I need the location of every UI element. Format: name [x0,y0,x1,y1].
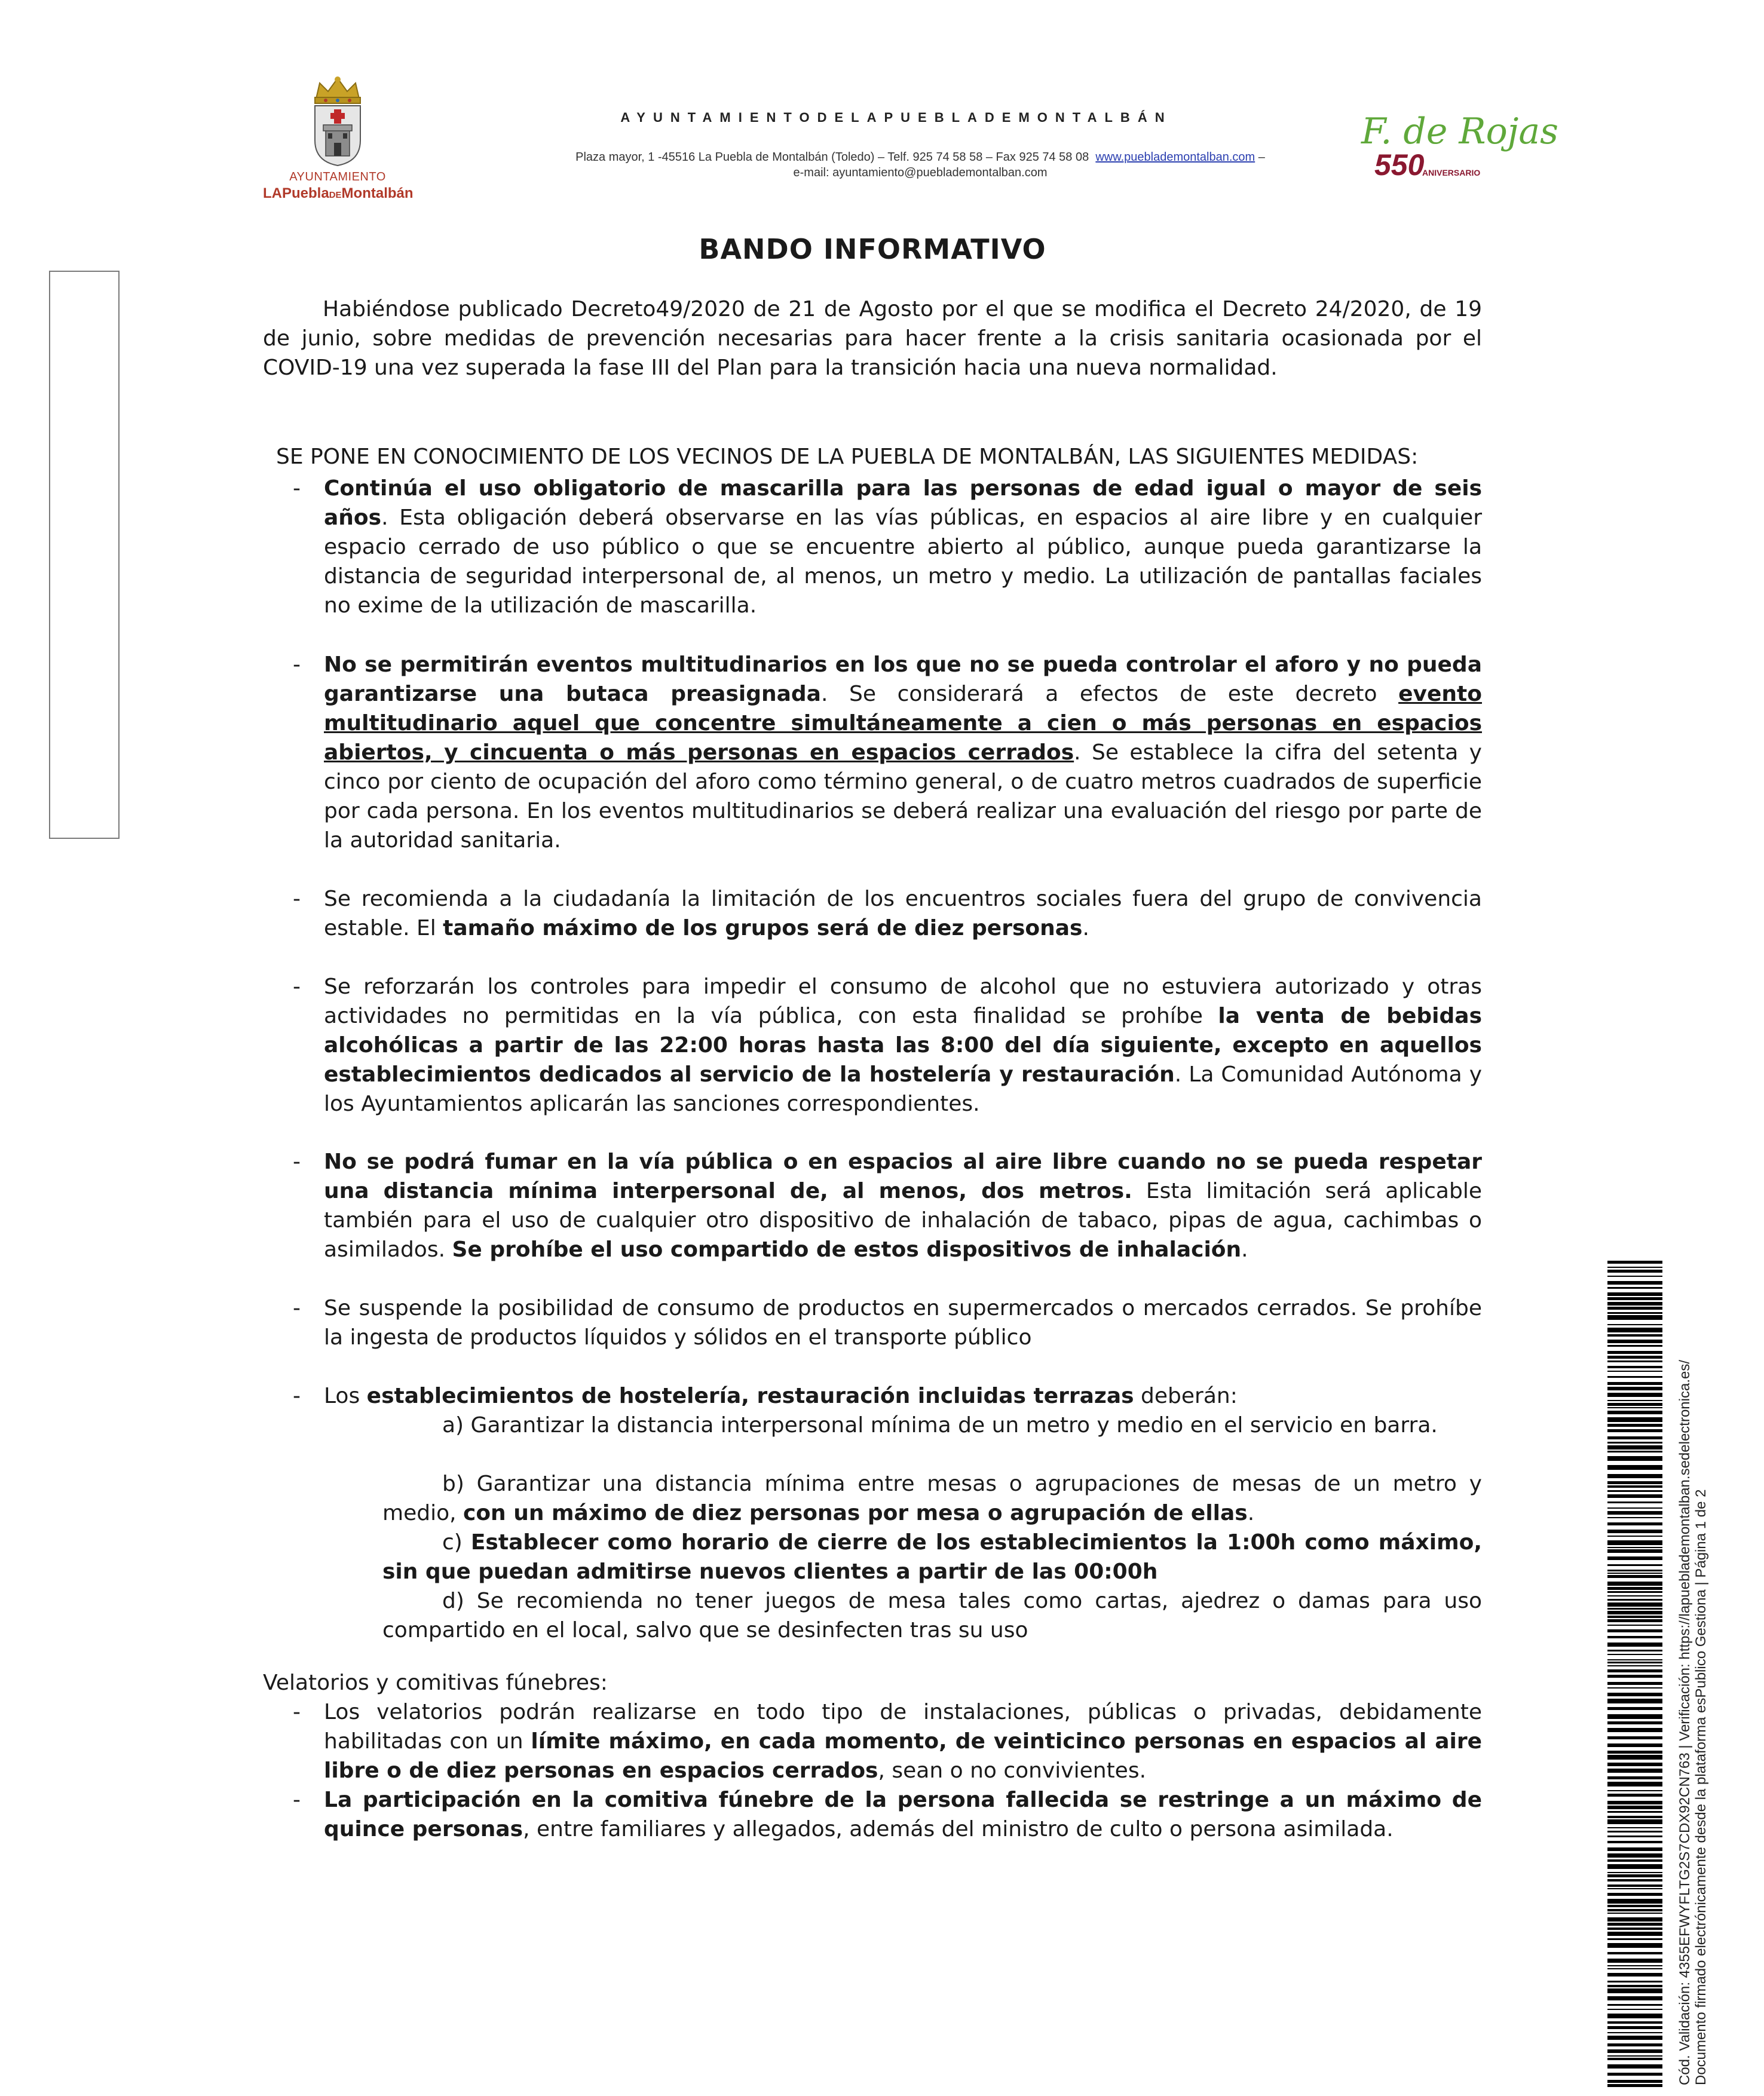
barcode-stripe [1607,1387,1662,1390]
barcode-stripe [1607,1932,1662,1936]
barcode-stripe [1607,2009,1662,2010]
barcode-stripe [1607,1965,1662,1966]
barcode-stripe [1607,1917,1662,1922]
barcode-stripe [1607,1270,1662,1273]
hospitality-bold-text: establecimientos de hostelería, restauración incluidas terrazas [366,1384,1134,1408]
barcode-stripe [1607,1682,1662,1685]
measure-item-smoking [263,1147,1482,1264]
barcode-stripe [1607,1899,1662,1904]
barcode-stripe [1607,1819,1662,1824]
barcode-stripe [1607,1811,1662,1813]
email-text: e-mail: ayuntamiento@pueblademontalban.com [793,166,1048,179]
barcode-stripe [1607,1665,1662,1666]
subitem-b-bold-text: con un máximo de diez personas por mesa o agrupación de ellas [463,1501,1248,1525]
barcode-stripe [1607,1261,1662,1264]
barcode-stripe [1607,1312,1662,1314]
barcode-stripe [1607,1763,1662,1766]
intro-paragraph: Habiéndose publicado Decreto49/2020 de 21 de Agosto por el que se modifica el Decreto 24/2020, de 19 de junio, sobre medidas de prevención necesarias para hacer frente a la crisis sanitaria ocasionada por el COVID-19 una vez superada la fase III del Plan para la transición hacia una nueva normalidad. [263,297,1482,380]
barcode-stripe [1607,1436,1662,1439]
barcode-stripe [1607,1699,1662,1703]
barcode-stripe [1607,1776,1662,1779]
barcode-stripe [1607,1693,1662,1696]
hospitality-subitem-a: a) Garantizar la distancia interpersonal mínima de un metro y medio en el servicio en barra. [442,1413,1438,1438]
bullet-dash: - [293,476,301,501]
barcode-stripe [1607,1816,1662,1818]
bullet-dash: - [293,975,301,999]
barcode-stripe [1607,1481,1662,1484]
barcode-stripe [1607,2026,1662,2029]
barcode-stripe [1607,1629,1662,1632]
barcode-stripe [1607,1602,1662,1607]
bullet-dash: - [293,652,301,677]
crest-caption-la: LA [263,185,282,201]
barcode-stripe [1607,1714,1662,1719]
organization-name: AYUNTAMIENTODELAPUEBLADEMONTALBÁN [620,110,1172,125]
subitem-b-text: b) Garantizar una distancia mínima entre mesas o agrupaciones de mesas de un metro y medio, [382,1472,1482,1525]
barcode-stripe [1607,1675,1662,1678]
barcode-stripe [1607,1501,1662,1503]
barcode-stripe [1607,1549,1662,1553]
barcode-stripe [1607,1662,1662,1663]
wakes-bold-text: límite máximo, en cada momento, de veinticinco personas en espacios al aire libre o de diez personas en espacios cerrados [324,1729,1482,1783]
barcode-stripe [1607,1888,1662,1889]
barcode-stripe [1607,1360,1662,1362]
barcode-stripe [1607,1659,1662,1660]
barcode-stripe [1607,2036,1662,2040]
smoking-text: Esta limitación será aplicable también para el uso de cualquier otro dispositivo de inhalación de tabaco, pipas de agua, cachimbas o asimilados. [324,1179,1482,1262]
barcode-stripe [1607,1654,1662,1655]
barcode-stripe [1607,1570,1662,1571]
barcode-stripe [1607,1782,1662,1786]
groups-text: Se recomienda a la ciudadanía la limitación de los encuentros sociales fuera del grupo de convivencia estable. El [324,887,1482,940]
bullet-dash: - [293,1296,301,1320]
hospitality-text: Los [324,1384,367,1408]
barcode-stripe [1607,1494,1662,1498]
barcode-stripe [1607,1643,1662,1647]
barcode-stripe [1607,1827,1662,1828]
events-text: . Se establece la cifra del setenta y cinco por ciento de ocupación del aforo como término general, o de cuatro metros cuadrados de superficie por cada persona. En los eventos multitudinarios se deberá realizar una evaluación del riesgo por parte de la autoridad sanitaria. [324,740,1482,853]
measure-item-supermarkets [263,1294,1482,1352]
organization-contact [526,149,1315,180]
funerals-item-wakes [263,1697,1482,1785]
barcode-stripe [1607,1417,1662,1422]
barcode-stripe [1607,2004,1662,2006]
measure-item-mask [263,474,1482,620]
barcode-stripe [1607,1981,1662,1982]
crest-caption-de: DE [329,190,342,200]
address-separator: – [1255,151,1265,164]
barcode-stripe [1607,1315,1662,1320]
measure-item-events [263,650,1482,855]
barcode-stripe [1607,1366,1662,1368]
barcode-stripe [1607,1302,1662,1306]
barcode-stripe [1607,1429,1662,1432]
measure-item-groups [263,884,1482,943]
validation-code-line: Cód. Validación: 4355EFWYFLTG2S7CDX92CN763 | Verificación: https://lapueblademontalban.sedelectronica.es/ [1677,1359,1693,2085]
barcode-stripe [1607,1636,1662,1638]
barcode-stripe [1607,1564,1662,1566]
barcode-stripe [1607,1893,1662,1896]
barcode-stripe [1607,1511,1662,1515]
barcode-stripe [1607,1287,1662,1289]
barcode-stripe [1607,1874,1662,1877]
barcode-stripe [1607,1988,1662,1993]
barcode-stripe [1607,1587,1662,1590]
barcode-stripe [1607,1267,1662,1268]
barcode-stripe [1607,1573,1662,1574]
events-definition-text: evento multitudinario aquel que concentre simultáneamente a cien o más personas en espacios abiertos, y cincuenta o más personas en espacios cerrados [324,682,1482,765]
barcode-stripe [1607,1743,1662,1747]
barcode-stripe [1607,1625,1662,1626]
validation-platform-line: Documento firmado electrónicamente desde la plataforma esPublico Gestiona | Página 1 de 2 [1693,1489,1709,2085]
barcode-stripe [1607,1474,1662,1478]
barcode-stripe [1607,2014,1662,2018]
barcode-stripe [1607,1276,1662,1277]
mask-text: . Esta obligación deberá observarse en las vías públicas, en espacios al aire libre y en cualquier espacio cerrado de uso público o que se encuentre abierto al público, aunque pueda garantizarse la distancia de seguridad interpersonal de, al menos, un metro y medio. La utilización de pantallas faciales no exime de la utilización de mascarilla. [324,505,1482,618]
barcode-stripe [1607,1547,1662,1548]
barcode-stripe [1607,1619,1662,1622]
barcode-stripe [1607,1806,1662,1809]
crest-caption-bottom [263,185,412,202]
barcode-stripe [1607,1393,1662,1397]
barcode-stripe [1607,1736,1662,1739]
supermarkets-text: Se suspende la posibilidad de consumo de productos en supermercados o mercados cerrados. Se prohíbe la ingesta de productos líquidos y sólidos en el transporte público [324,1296,1482,1350]
barcode-stripe [1607,1616,1662,1618]
barcode-stripe [1607,1382,1662,1385]
funerals-item-procession [263,1785,1482,1844]
barcode-stripe [1607,1835,1662,1837]
barcode-stripe [1607,2032,1662,2033]
groups-end: . [1082,916,1089,940]
barcode-stripe [1607,1973,1662,1977]
procession-end: , entre familiares y allegados, además del ministro de culto o persona asimilada. [523,1817,1394,1841]
barcode-stripe [1607,1968,1662,1969]
hospitality-subitem-b [382,1469,1482,1528]
barcode-stripe [1607,1943,1662,1948]
barcode-stripe [1607,1687,1662,1689]
crest-caption-top: AYUNTAMIENTO [289,170,386,183]
barcode-stripe [1607,1281,1662,1285]
barcode-stripe [1607,2064,1662,2069]
address-text: Plaza mayor, 1 -45516 La Puebla de Montalbán (Toledo) – Telf. 925 74 58 58 – Fax 925 74 58 08 [575,151,1089,164]
barcode-stripe [1607,1923,1662,1926]
barcode-stripe [1607,1451,1662,1453]
barcode-stripe [1607,1356,1662,1359]
barcode-stripe [1607,1913,1662,1914]
barcode-stripe [1607,1297,1662,1300]
page-title: BANDO INFORMATIVO [699,233,1046,265]
bullet-dash: - [293,1700,301,1724]
barcode-stripe [1607,1490,1662,1492]
bullet-dash: - [293,887,301,911]
hospitality-subitem-c [382,1528,1482,1586]
subitem-c-label: c) [442,1530,471,1555]
procession-bold-text: La participación en la comitiva fúnebre de la persona fallecida se restringe a un máximo de quince personas [324,1788,1482,1841]
barcode-stripe [1607,1424,1662,1427]
barcode-stripe [1607,1530,1662,1533]
barcode-stripe [1607,1721,1662,1724]
measure-item-alcohol [263,972,1482,1119]
barcode-stripe [1607,1608,1662,1610]
crest-caption-puebla: Puebla [282,185,329,201]
anniversary-logo [1355,111,1558,185]
hospitality-subitem-d: d) Se recomienda no tener juegos de mesa tales como cartas, ajedrez o damas para uso compartido en el local, salvo que se desinfecten tras su uso [382,1589,1482,1643]
barcode-stripe [1607,1801,1662,1804]
barcode-stripe [1607,1595,1662,1596]
barcode-stripe [1607,2055,1662,2057]
barcode-stripe [1607,2073,1662,2076]
barcode-stripe [1607,1345,1662,1347]
barcode-stripe [1607,1517,1662,1518]
bullet-dash: - [293,1150,301,1174]
bullet-dash: - [293,1788,301,1812]
barcode-stripe [1607,2058,1662,2060]
smoking-end: . [1241,1237,1248,1262]
barcode-stripe [1607,1872,1662,1873]
events-mid-text: . Se considerará a efectos de este decreto [820,682,1399,706]
barcode-stripe [1607,1456,1662,1461]
barcode-stripe [1607,1485,1662,1488]
measures-lead: SE PONE EN CONOCIMIENTO DE LOS VECINOS DE LA PUEBLA DE MONTALBÁN, LAS SIGUIENTES MEDIDAS: [276,445,1419,469]
alcohol-bold-text: la venta de bebidas alcohólicas a partir de las 22:00 horas hasta las 8:00 del día siguiente, excepto en aquellos establecimientos dedicados al servicio de la hostelería y restauración [324,1004,1482,1087]
crest-icon [308,75,368,167]
smoking-bold-text: No se podrá fumar en la vía pública o en espacios al aire libre cuando no se pueda respetar una distancia mínima interpersonal de, al menos, dos metros. [324,1150,1482,1203]
barcode-stripe [1607,1790,1662,1791]
barcode-stripe [1607,1959,1662,1963]
funerals-heading: Velatorios y comitivas fúnebres: [263,1671,608,1695]
barcode-stripe [1607,1831,1662,1833]
barcode-stripe [1607,1556,1662,1560]
barcode-stripe [1607,1445,1662,1450]
smoking-bold-text-2: Se prohíbe el uso compartido de estos dispositivos de inhalación [452,1237,1242,1262]
barcode-stripe [1607,1591,1662,1593]
barcode-stripe [1607,1371,1662,1372]
barcode-stripe [1607,1328,1662,1332]
hospitality-end: deberán: [1134,1384,1238,1408]
barcode-stripe [1607,2080,1662,2083]
barcode-stripe [1607,1853,1662,1858]
barcode-stripe [1607,1650,1662,1651]
wakes-text: Los velatorios podrán realizarse en todo tipo de instalaciones, públicas o privadas, debidamente habilitadas con un [324,1700,1482,1754]
barcode-stripe [1607,1841,1662,1843]
validation-text [1677,1261,1709,2085]
crest-caption-montalban: Montalbán [341,185,414,201]
barcode-stripe [1607,1465,1662,1470]
website-link[interactable]: www.pueblademontalban.com [1095,151,1255,164]
barcode-stripe [1607,1669,1662,1672]
barcode-stripe [1607,1400,1662,1401]
bullet-dash: - [293,1384,301,1408]
anniversary-signature: F. de Rojas [1361,111,1558,152]
barcode-stripe [1607,1575,1662,1578]
barcode-stripe [1607,1340,1662,1343]
mask-bold-text: Continúa el uso obligatorio de mascarilla para las personas de edad igual o mayor de seis años [324,476,1482,530]
barcode-stripe [1607,1728,1662,1732]
anniversary-label: ANIVERSARIO [1422,168,1481,177]
barcode-stripe [1607,1292,1662,1296]
barcode-stripe [1607,1582,1662,1586]
subitem-b-end: . [1247,1501,1255,1525]
barcode-stripe [1607,1769,1662,1773]
barcode-stripe [1607,1884,1662,1887]
barcode-stripe [1607,1522,1662,1525]
barcode-stripe [1607,1794,1662,1797]
barcode-stripe [1607,1938,1662,1940]
barcode-stripe [1607,1407,1662,1408]
registry-stamp-box [49,271,120,839]
barcode-stripe [1607,2021,1662,2024]
barcode-stripe [1607,1540,1662,1545]
barcode-stripe [1607,2084,1662,2087]
barcode-stripe [1607,1376,1662,1378]
subitem-c-bold-text: Establecer como horario de cierre de los establecimientos la 1:00h como máximo, sin que puedan admitirse nuevos clientes a partir de las 00:00h [382,1530,1483,1584]
barcode-stripe [1607,1334,1662,1337]
alcohol-end: . La Comunidad Autónoma y los Ayuntamientos aplicarán las sanciones correspondientes. [324,1062,1482,1116]
groups-bold-text: tamaño máximo de los grupos será de diez personas [443,916,1083,940]
barcode-stripe [1607,1707,1662,1710]
barcode-stripe [1607,1611,1662,1614]
wakes-end: , sean o no convivientes. [878,1758,1147,1783]
barcode-stripe [1607,1411,1662,1414]
barcode-stripe [1607,1599,1662,1601]
municipal-crest-logo [263,75,412,206]
events-bold-text: No se permitirán eventos multitudinarios en los que no se pueda controlar el aforo y no pueda garantizarse una butaca preasignada [324,652,1482,706]
barcode-stripe [1607,1859,1662,1862]
barcode-stripe [1607,1351,1662,1354]
barcode-stripe [1607,1928,1662,1930]
barcode-stripe [1607,2049,1662,2053]
barcode-stripe [1607,1536,1662,1537]
barcode-stripe [1607,1909,1662,1911]
barcode-stripe [1607,1952,1662,1954]
barcode-stripe [1607,1755,1662,1760]
barcode-stripe [1607,2043,1662,2046]
barcode-stripe [1607,1403,1662,1406]
barcode-stripe [1607,1905,1662,1907]
barcode-stripe [1607,1751,1662,1754]
barcode-stripe [1607,1985,1662,1987]
anniversary-number: 550 [1374,148,1425,182]
barcode-stripe [1607,1307,1662,1310]
barcode-stripe [1607,1442,1662,1444]
barcode-stripe [1607,1864,1662,1869]
barcode-stripe [1607,1847,1662,1851]
barcode-stripe [1607,1507,1662,1509]
barcode-stripe [1607,1879,1662,1882]
barcode-stripe [1607,1324,1662,1325]
barcode-stripe [1607,1996,1662,2000]
alcohol-text: Se reforzarán los controles para impedir el consumo de alcohol que no estuviera autorizado y otras actividades no permitidas en la vía pública, con esta finalidad se prohíbe [324,975,1482,1028]
measure-item-hospitality [263,1381,1482,1411]
